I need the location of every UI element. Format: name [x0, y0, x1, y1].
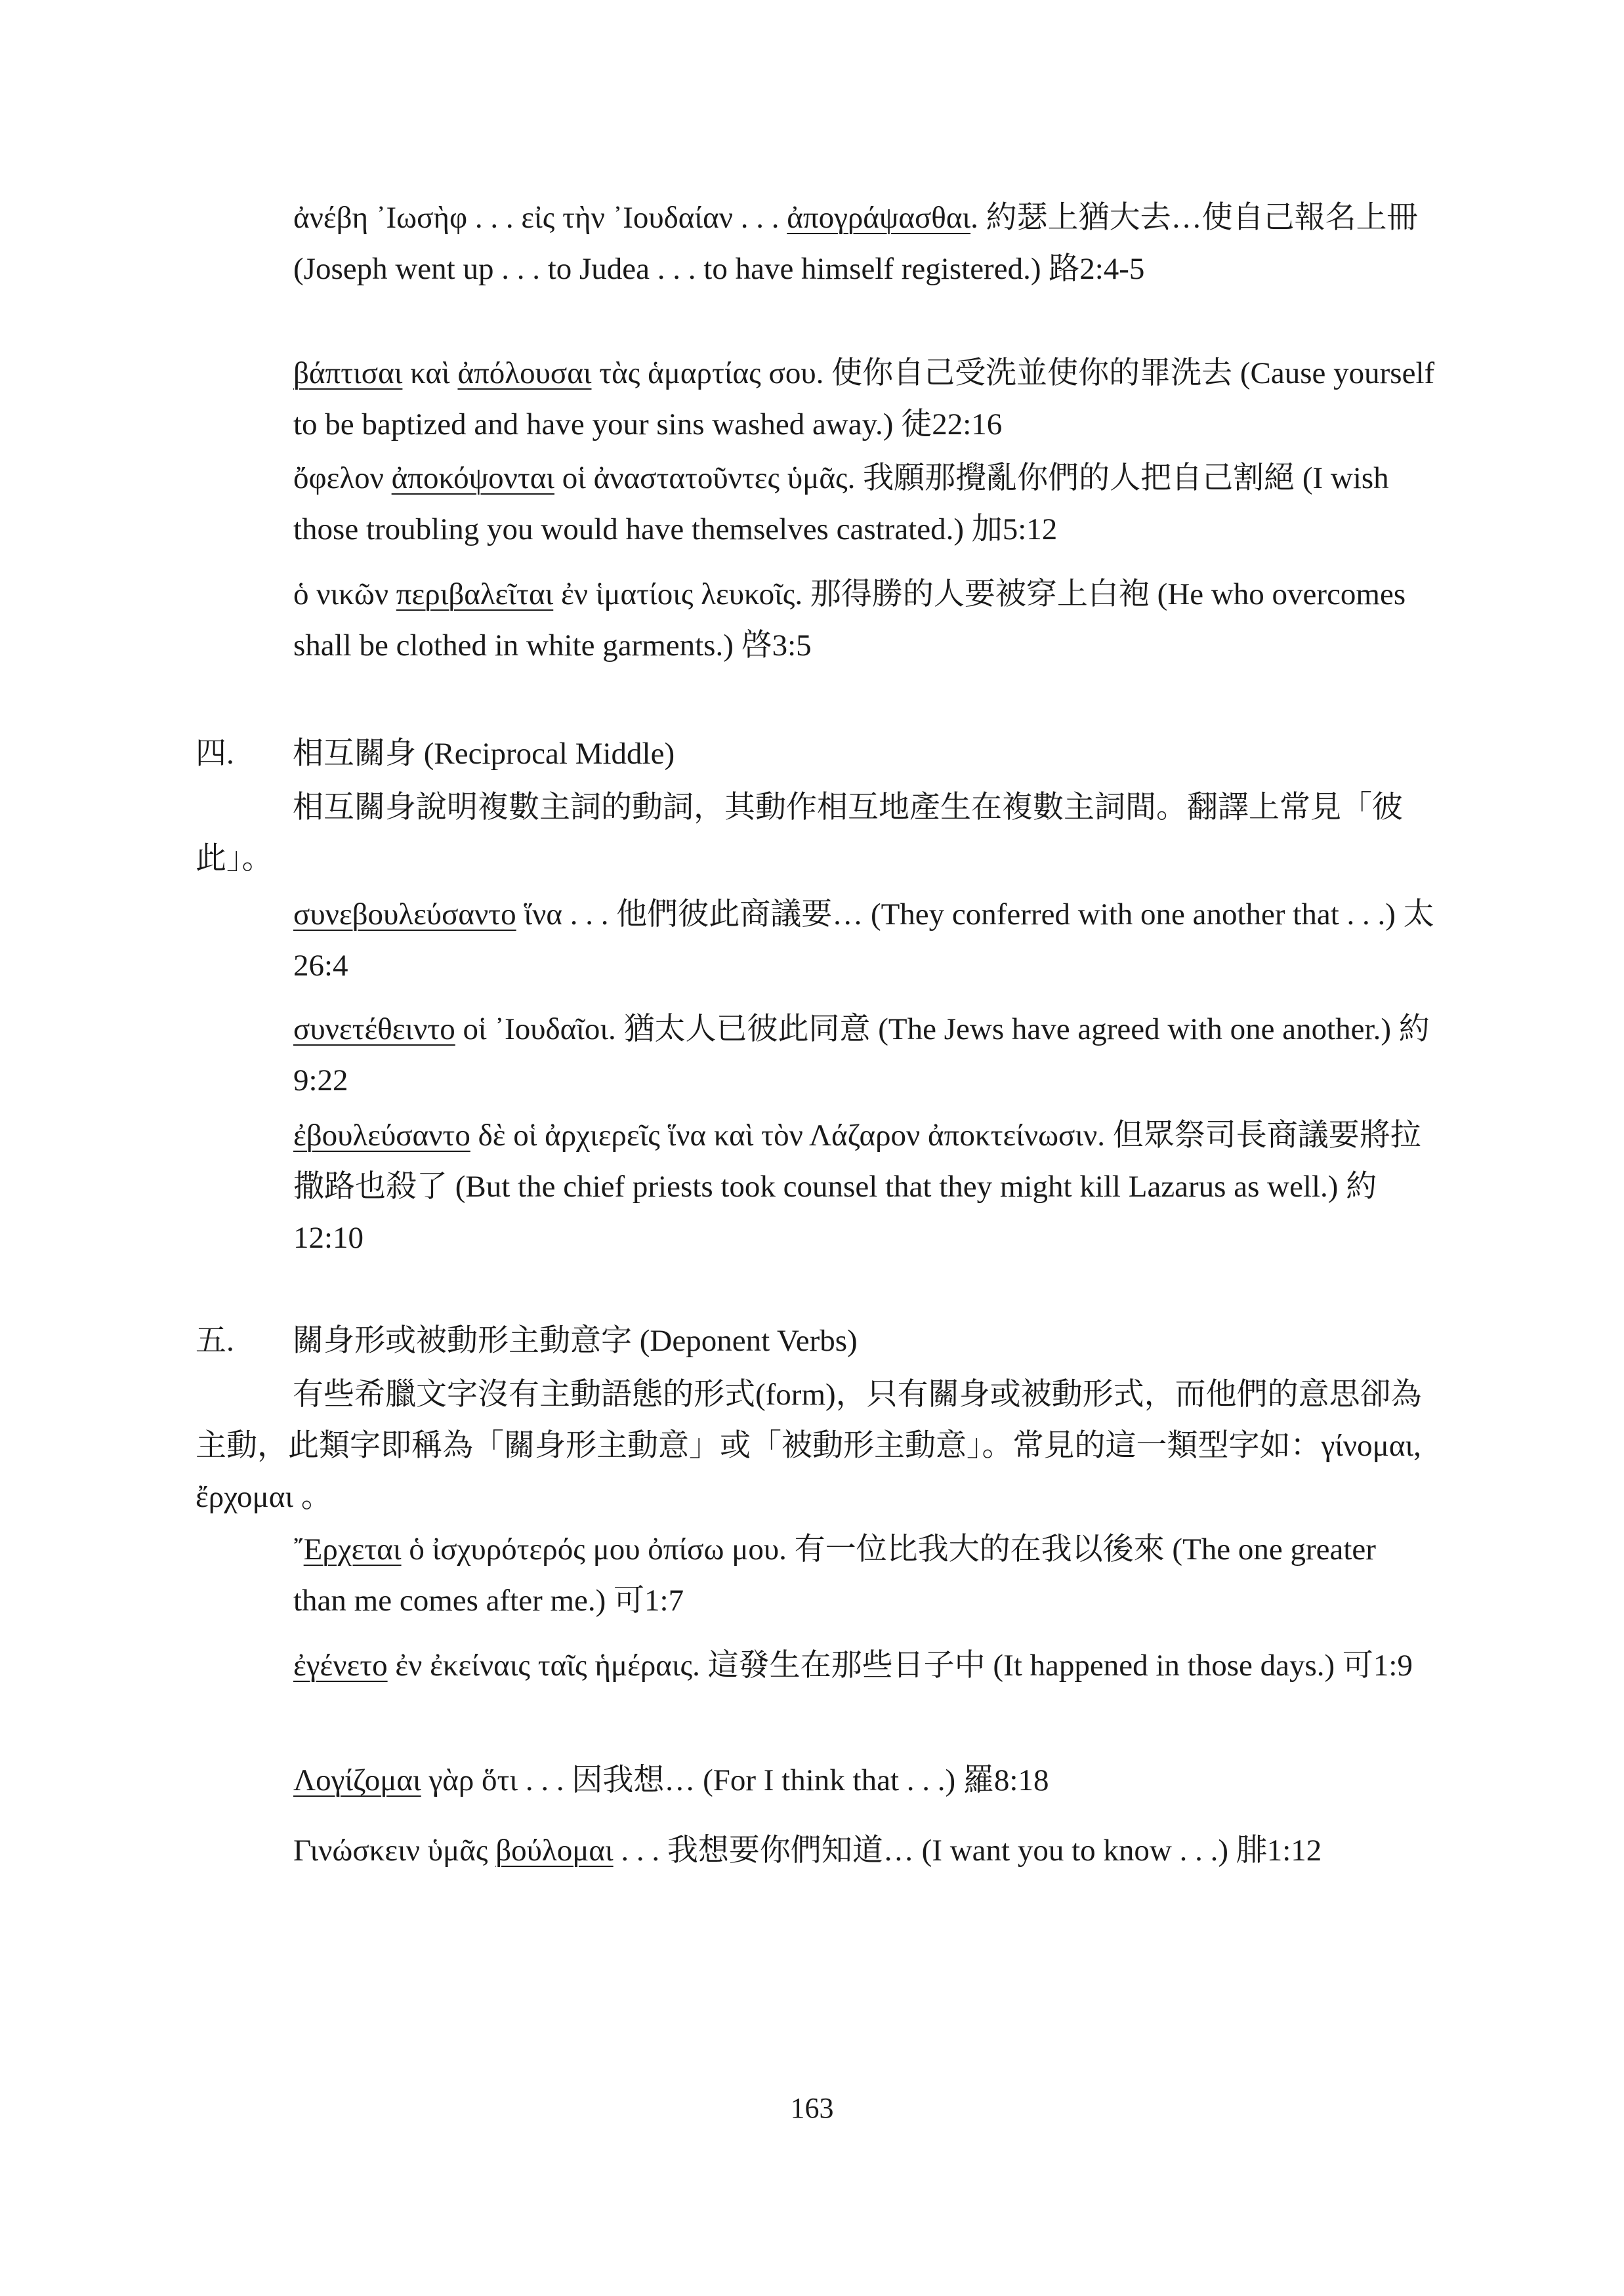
section-paragraph: 相互關身說明複數主詞的動詞，其動作相互地產生在複數主詞間。翻譯上常見「彼此」。 — [196, 790, 1403, 876]
underlined-word: περιβαλεῖται — [396, 577, 554, 611]
example-block: συνεβουλεύσαντο ἵνα . . . 他們彼此商議要… (They conferred with one another that . . .) 太26:4 — [293, 897, 1434, 983]
underlined-word: ἀποκόψονται — [391, 461, 554, 495]
underlined-word: συνετέθειντο — [293, 1012, 455, 1046]
example-block: ἀνέβη ᾿Ιωσὴφ . . . εἰς τὴν ᾿Ιουδαίαν . . . ἀπογράψασθαι. 約瑟上猶大去…使自己報名上冊 (Joseph went up . . . to Judea . . . to have himself registered.) 路2:4-5 — [293, 201, 1418, 286]
underlined-word: ἐβουλεύσαντο — [293, 1118, 470, 1153]
page-number: 163 — [790, 2092, 834, 2124]
example-block: ἐβουλεύσαντο δὲ οἱ ἀρχιερεῖς ἵνα καὶ τὸν Λάζαρον ἀποκτείνωσιν. 但眾祭司長商議要將拉撒路也殺了 (But the chief priests took counsel that they might kill Lazarus as well.) 約12:10 — [293, 1118, 1421, 1255]
example-block: ῎Ερχεται ὁ ἰσχυρότερός μου ὀπίσω μου. 有一位比我大的在我以後來 (The one greater than me comes after me.) 可1:7 — [293, 1532, 1376, 1618]
section-paragraph: 有些希臘文字沒有主動語態的形式(form)，只有關身或被動形式，而他們的意思卻為主動，此類字即稱為「關身形主動意」或「被動形主動意」。常見的這一類型字如：γίνομαι, ἔρχομαι 。 — [196, 1378, 1422, 1514]
example-block: Γινώσκειν ὑμᾶς βούλομαι . . . 我想要你們知道… (I want you to know . . .) 腓1:12 — [293, 1834, 1322, 1868]
example-block: Λογίζομαι γὰρ ὅτι . . . 因我想… (For I think that . . .) 羅8:18 — [293, 1763, 1049, 1797]
section-title: 相互關身 (Reciprocal Middle) — [293, 737, 675, 771]
section-number: 四. — [196, 737, 234, 771]
underlined-word: Λογίζομαι — [293, 1763, 421, 1797]
underlined-word: βάπτισαι — [293, 356, 403, 390]
underlined-word: συνεβουλεύσαντο — [293, 897, 516, 932]
underlined-word: βούλομαι — [495, 1834, 614, 1868]
underlined-word: ἀπογράψασθαι — [787, 201, 971, 235]
example-block: ὁ νικῶν περιβαλεῖται ἐν ἱματίοις λευκοῖς. 那得勝的人要被穿上白袍 (He who overcomes shall be clothed in white garments.) 啓3:5 — [293, 577, 1406, 663]
section-number: 五. — [196, 1324, 234, 1358]
underlined-word: ἐγένετο — [293, 1649, 388, 1683]
example-block: ὄφελον ἀποκόψονται οἱ ἀναστατοῦντες ὑμᾶς. 我願那攪亂你們的人把自己割絕 (I wish those troubling you would have themselves castrated.) 加5:12 — [293, 461, 1389, 546]
example-block: συνετέθειντο οἱ ᾿Ιουδαῖοι. 猶太人已彼此同意 (The Jews have agreed with one another.) 約9:22 — [293, 1012, 1430, 1097]
section-heading — [196, 728, 675, 779]
example-block: βάπτισαι καὶ ἀπόλουσαι τὰς ἁμαρτίας σου. 使你自己受洗並使你的罪洗去 (Cause yourself to be baptized and have your sins washed away.) 徒22:16 — [293, 356, 1435, 441]
example-block: ἐγένετο ἐν ἐκείναις ταῖς ἡμέραις. 這發生在那些日子中 (It happened in those days.) 可1:9 — [293, 1649, 1413, 1683]
section-title: 關身形或被動形主動意字 (Deponent Verbs) — [293, 1324, 858, 1358]
underlined-word: Ερχεται — [303, 1532, 402, 1567]
section-heading — [196, 1315, 858, 1366]
underlined-word: ἀπόλουσαι — [457, 356, 592, 390]
